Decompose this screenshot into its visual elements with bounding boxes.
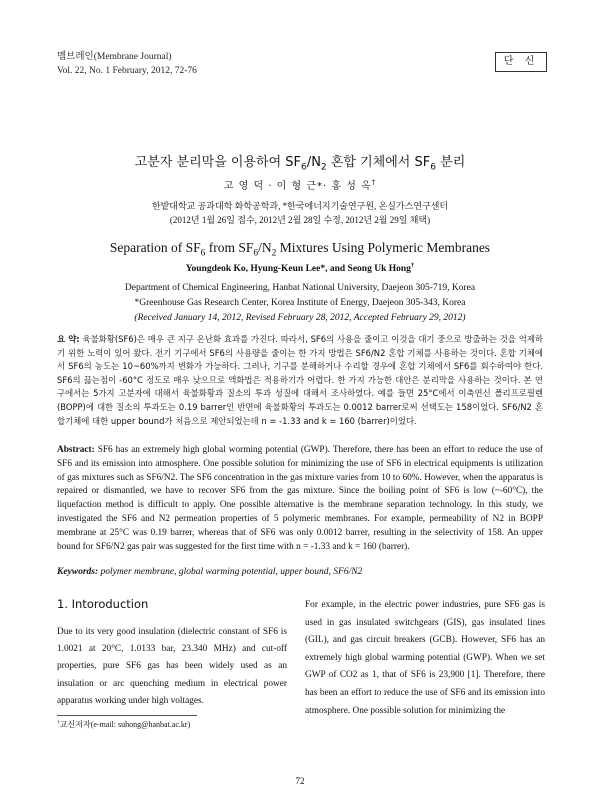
body-column-right: For example, in the electric power industries, pure SF6 gas is used in gas insulated switchgears (GIS), gas insulated lines (GIL), and gas circuit breakers (GCB). However, SF6 has an extremely high global warming potential (GWP). When we set GWP of CO2 as 1, that of SF6 is 23,900 [1]. Therefore, there has been an effort to reduce the use of SF6 and its emission into atmosphere. One possible solution for minimizing the — [305, 600, 545, 716]
body-column-left: Due to its very good insulation (dielectric constant of SF6 is 1.0021 at 20°C, 1.0133 bar, 23.340 MHz) and cut-off properties, pure SF6 gas has been widely used as an insulation or arc quenching medium in electrical power apparatus working under high voltages. — [57, 627, 287, 706]
english-affiliation-1: Department of Chemical Engineering, Hanbat National University, Daejeon 305-719, Korea — [124, 283, 476, 293]
keywords — [57, 567, 543, 577]
footnote: †교신저자(e-mail: suhong@hanbat.ac.kr) — [57, 719, 191, 729]
english-title: Separation of $SF_6$ from $SF_6/N_2$ Mixtures Using Polymeric Membranes — [109, 240, 491, 259]
keywords-text: polymer membrane, global warming potential, upper bound, SF6/N2 — [100, 567, 363, 577]
korean-dates: (2012년 1월 26일 접수, 2012년 2월 28일 수정, 2012년 2월 29일 채택) — [169, 215, 431, 225]
english-affiliation-2: *Greenhouse Gas Research Center, Korea Institute of Energy, Daejeon 305-343, Korea — [134, 298, 466, 308]
page-number: 72 — [295, 776, 305, 786]
korean-affiliation: 한밭대학교 공과대학 화학공학과, *한국에너지기술연구원, 온실가스연구센터 — [151, 201, 449, 211]
korean-abstract-text: 육불화황(SF6)은 매우 큰 지구 온난화 효과를 가진다. 따라서, SF6의 사용을 줄이고 이것을 대기 중으로 방출하는 것을 억제하기 위한 노력이 있어 왔다. 전기 기구에서 SF6의 사용량을 줄이는 한 가지 방법은 SF6/N2 혼합 기체를 사용하는 것이다. 혼합 기체에서 SF6의 농도는 10~60%까지 변화가 가능하다. 그러나, 기구를 분해하거나 수리할 경우에 혼합 기체에서 SF6를 회수하여야 한다. SF6의 끓는점이 -60°C 정도로 매우 낮으므로 액화법은 적용하기가 어렵다. 한 가지 가능한 대안은 분리막을 사용하는 것이다. 본 연구에서는 5가지 고분자에 대해서 육불화황과 질소의 투과 성질에 대해서 조사하였다. 예를 들면 25°C에서 이축연신 폴리프로필렌(BOPP)에 대한 질소의 투과도는 0.19 barrer인 반면에 육불화황의 투과도는 0.0012 barrer로써 선택도는 158이었다. SF6/N2 혼합기체에 대한 upper bound가 처음으로 제안되었는데 n = -1.33 and k = 160 (barrer)이었다. — [57, 334, 543, 426]
korean-authors: 고 영 덕 · 이 형 근*· 홍 성 옥† — [223, 178, 377, 192]
journal-name: 멤브레인(Membrane Journal) — [57, 52, 172, 62]
english-abstract-label: Abstract: — [57, 445, 95, 455]
korean-abstract-label: 요 약: — [57, 334, 80, 344]
korean-title: 고분자 분리막을 이용하여 $SF_6/N_2$ 혼합 기체에서 $SF_6$ 분리 — [134, 155, 466, 173]
footnote-divider — [57, 715, 197, 716]
english-abstract-text: SF6 has an extremely high global worming potential (GWP). Therefore, there has been an effort to reduce the use of SF6 and its emission into atmosphere. One possible solution for minimizing the use of SF6 in electrical equipments is utilization of gas mixtures such as SF6/N2. The SF6 concentration in the gas mixture varies from 10 to 60%. However, when the apparatus is repaired or dismantled, we have to recover SF6 from the gas mixture. Since the boiling point of SF6 is low (~-60°C), the liquefaction method is difficult to apply. One possible alternative is the membrane separation technology. In this study, we investigated the SF6 and N2 permeation properties of 5 polymeric membranes. For example, permeability of N2 in BOPP membrane at 25°C was 0.19 barrer, whereas that of SF6 was only 0.0012 barrer, resulting in the selectivity of 158. An upper bound for SF6/N2 gas pair was suggested for the first time with n = -1.33 and k = 160 (barrer). — [57, 445, 543, 552]
section-heading: 1. Intoroduction — [57, 597, 149, 611]
journal-issue: Vol. 22, No. 1 February, 2012, 72-76 — [57, 66, 197, 76]
english-authors: Youngdeok Ko, Hyung-Keun Lee*, and Seong Uk Hong† — [185, 261, 415, 274]
journal-header — [57, 50, 197, 78]
keywords-label: Keywords: — [57, 567, 99, 577]
received-dates: (Received January 14, 2012, Revised February 28, 2012, Accepted February 29, 2012) — [134, 313, 466, 323]
english-abstract — [57, 444, 543, 554]
korean-abstract — [57, 333, 543, 428]
article-type-badge: 단 신 — [495, 52, 547, 72]
